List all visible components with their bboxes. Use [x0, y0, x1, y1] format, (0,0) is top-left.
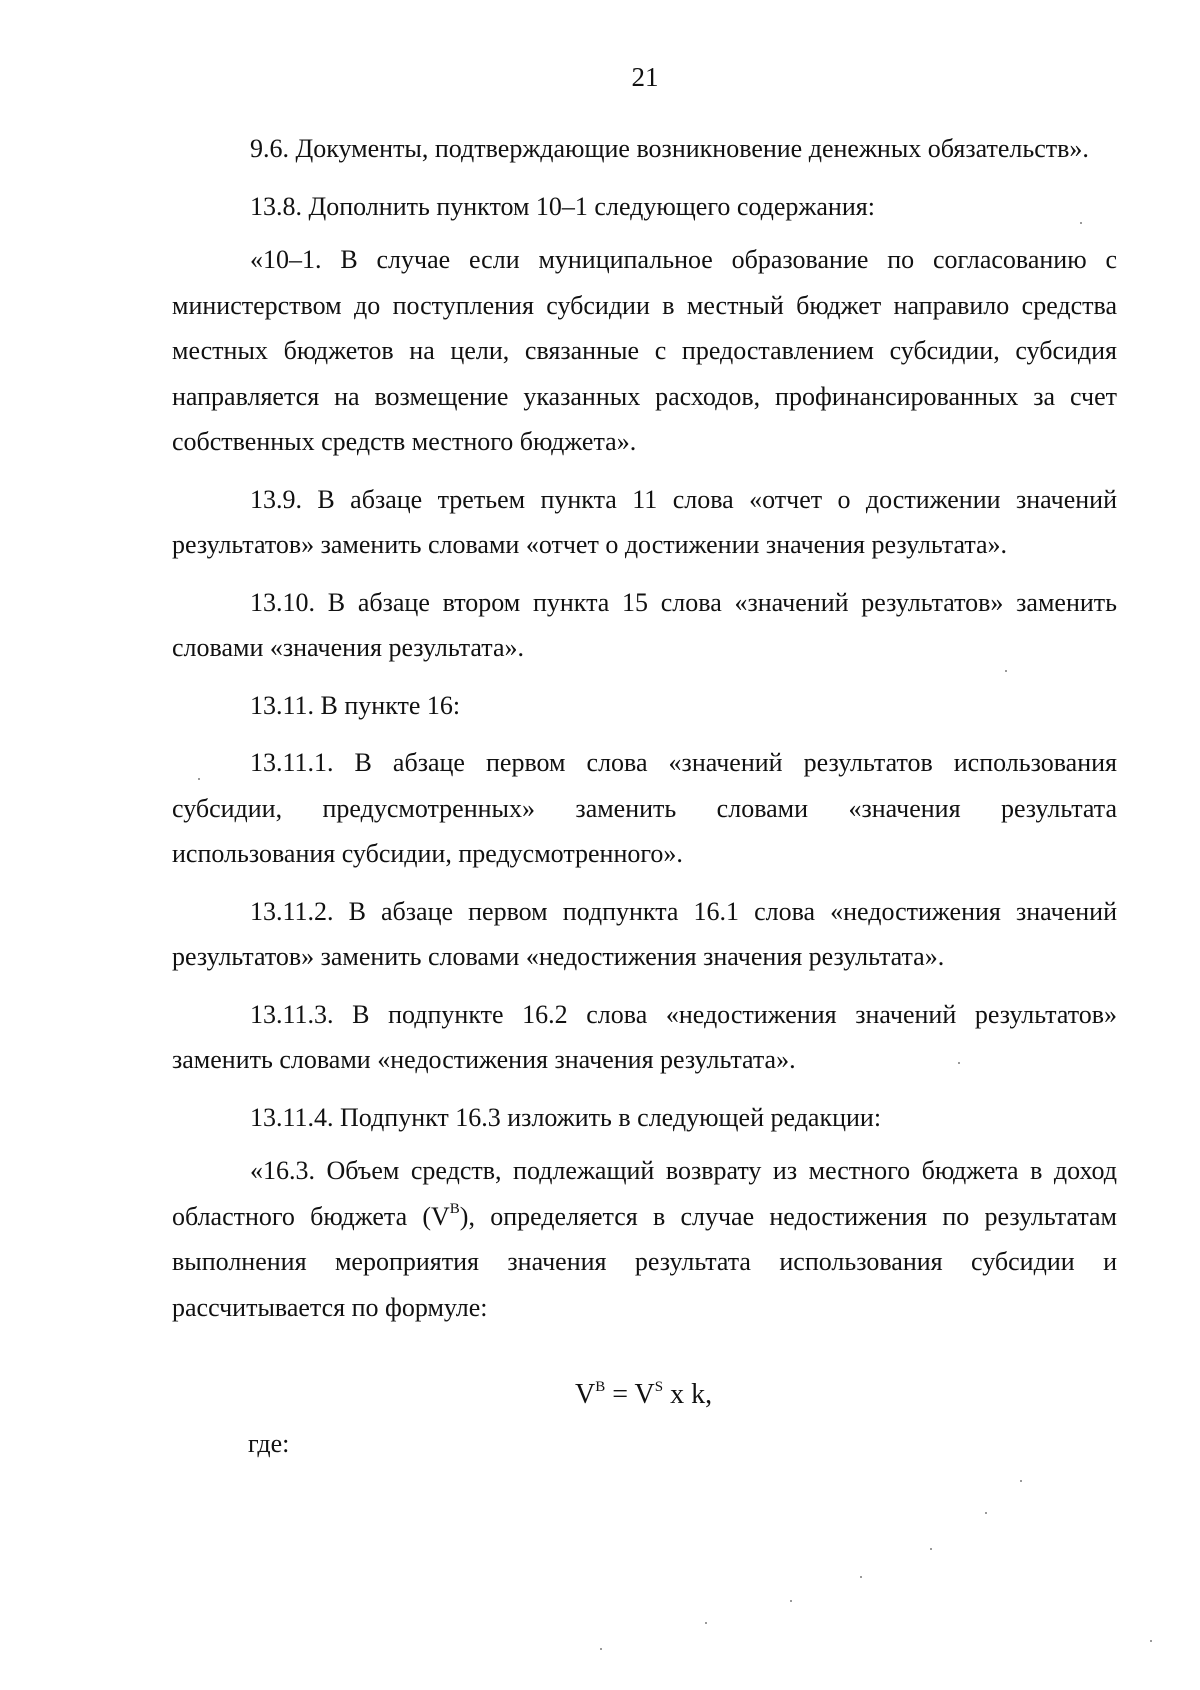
paragraph-13-10: 13.10. В абзаце втором пункта 15 слова «значений результатов» заменить словами «значения результата».	[172, 587, 1117, 662]
paragraph-10-1-quote: «10–1. В случае если муниципальное образование по согласованию с министерством до поступления субсидии в местный бюджет направило средства местных бюджетов на цели, связанные с предоставлением субсидии, субсидия направляется на возмещение указанных расходов, профинансированных за счет собственных средств местного бюджета».	[172, 245, 1117, 456]
scan-speck	[198, 778, 200, 780]
paragraph-13-11-2: 13.11.2. В абзаце первом подпункта 16.1 слова «недостижения значений результатов» заменить словами «недостижения значения результата».	[172, 896, 1117, 971]
formula-equals: =	[605, 1379, 635, 1410]
scan-speck	[790, 1600, 792, 1602]
paragraph-13-11-1: 13.11.1. В абзаце первом слова «значений результатов использования субсидии, предусмотренных» заменить словами «значения результата использования субсидии, предусмотренного».	[172, 748, 1117, 868]
scan-speck	[860, 1576, 862, 1578]
scan-speck	[958, 1062, 960, 1064]
formula-sup-b: B	[595, 1378, 606, 1395]
document-body	[172, 126, 1117, 1330]
formula	[575, 1378, 712, 1412]
scan-speck	[1005, 670, 1007, 672]
paragraph-16-3-part2: ), определяется в случае недостижения по результатам выполнения мероприятия значения результата использования субсидии и рассчитывается по формуле:	[172, 1201, 1117, 1322]
page-number: 21	[631, 62, 659, 92]
superscript-b: B	[449, 1200, 460, 1217]
where-label: где:	[248, 1429, 290, 1458]
formula-v-rhs: V	[634, 1379, 655, 1410]
paragraph-13-11: 13.11. В пункте 16:	[250, 690, 461, 720]
scan-speck	[1080, 222, 1082, 224]
scan-speck	[600, 1648, 602, 1650]
paragraph-9-6: 9.6. Документы, подтверждающие возникновение денежных обязательств».	[250, 134, 1089, 163]
formula-sup-s: S	[654, 1378, 664, 1395]
scan-speck	[985, 1512, 987, 1514]
scan-speck	[705, 1622, 707, 1624]
paragraph-13-11-3: 13.11.3. В подпункте 16.2 слова «недостижения значений результатов» заменить словами «недостижения значения результата».	[172, 999, 1117, 1074]
paragraph-13-9: 13.9. В абзаце третьем пункта 11 слова «отчет о достижении значений результатов» заменить словами «отчет о достижении значения результата».	[172, 484, 1117, 559]
scan-speck	[930, 1548, 932, 1550]
paragraph-16-3-quote	[172, 1148, 1117, 1330]
scan-speck	[1150, 1640, 1152, 1642]
paragraph-13-11-4: 13.11.4. Подпункт 16.3 изложить в следующей редакции:	[250, 1102, 882, 1132]
paragraph-16-3-part1: «16.3. Объем средств, подлежащий возврату из местного бюджета в доход областного бюджета (V	[172, 1156, 1117, 1231]
paragraph-13-8: 13.8. Дополнить пунктом 10–1 следующего содержания:	[250, 191, 875, 221]
formula-tail: x k,	[663, 1379, 713, 1410]
formula-v-lhs: V	[575, 1379, 596, 1410]
scan-speck	[1020, 1480, 1022, 1482]
